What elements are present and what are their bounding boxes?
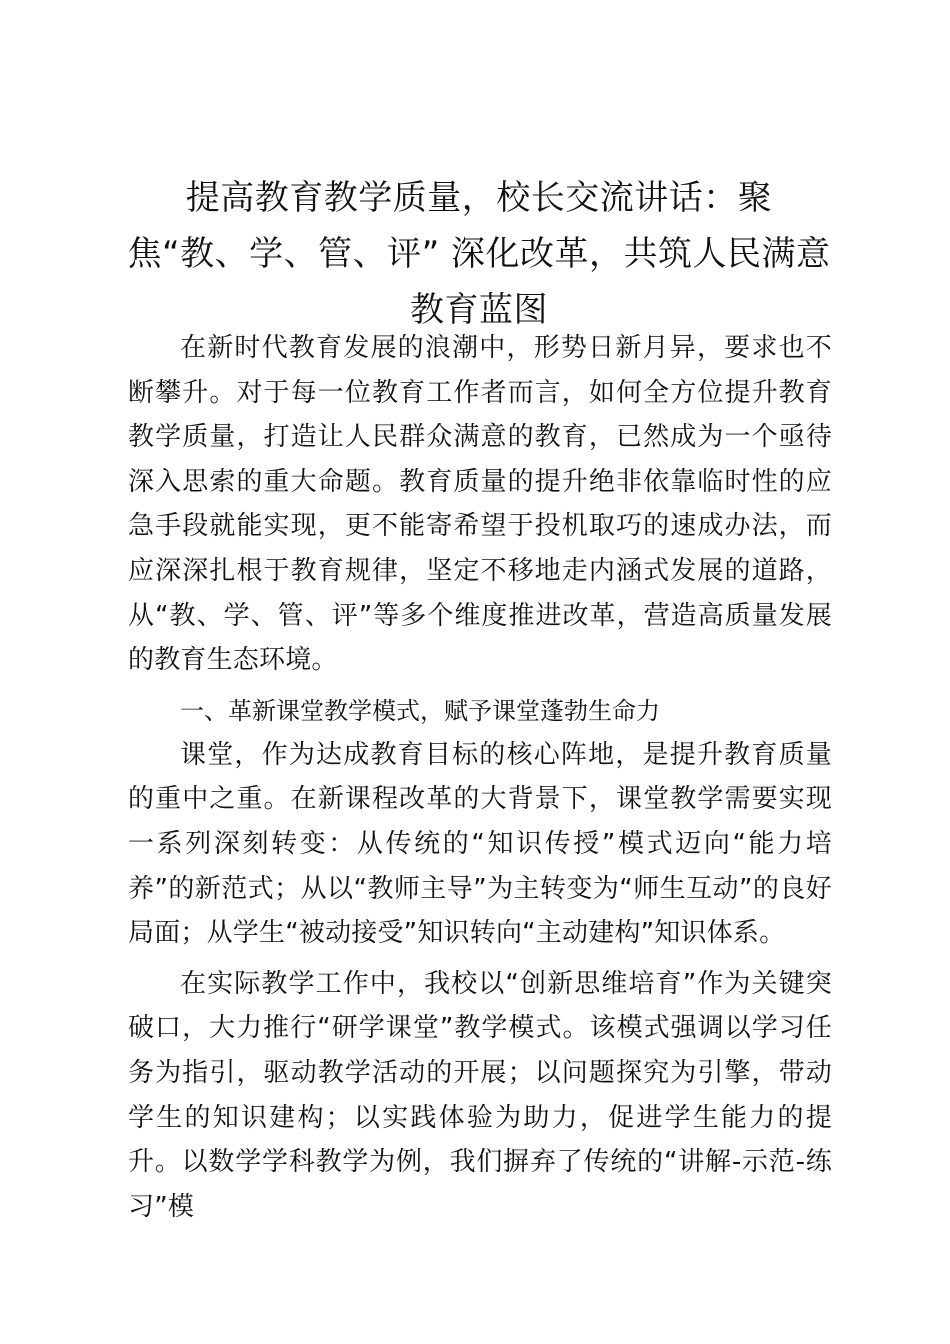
intro-paragraph: 在新时代教育发展的浪潮中，形势日新月异，要求也不断攀升。对于每一位教育工作者而言，如何全方位提升教育教学质量，打造让人民群众满意的教育，已然成为一个亟待深入思索的重大命题。教育质量的提升绝非依靠临时性的应急手段就能实现，更不能寄希望于投机取巧的速成办法，而应深深扎根于教育规律，坚定不移地走内涵式发展的道路，从“教、学、管、评”等多个维度推进改革，营造高质量发展的教育生态环境。	[128, 333, 832, 676]
section-heading: 一、革新课堂教学模式，赋予课堂蓬勃生命力	[180, 696, 660, 725]
document-title: 提高教育教学质量，校长交流讲话：聚焦“教、学、管、评” 深化改革，共筑人民满意教育蓝图	[127, 178, 831, 330]
section-paragraph: 在实际教学工作中，我校以“创新思维培育”作为关键突破口，大力推行“研学课堂”教学模式。该模式强调以学习任务为指引，驱动教学活动的开展；以问题探究为引擎，带动学生的知识建构；以实践体验为助力，促进学生能力的提升。以数学学科教学为例，我们摒弃了传统的“讲解-示范-练习”模	[128, 968, 832, 1222]
section-paragraph: 课堂，作为达成教育目标的核心阵地，是提升教育质量的重中之重。在新课程改革的大背景下，课堂教学需要实现一系列深刻转变：从传统的“知识传授”模式迈向“能力培养”的新范式；从以“教师主导”为主转变为“师生互动”的良好局面；从学生“被动接受”知识转向“主动建构”知识体系。	[128, 739, 832, 949]
document-body	[128, 326, 832, 1229]
